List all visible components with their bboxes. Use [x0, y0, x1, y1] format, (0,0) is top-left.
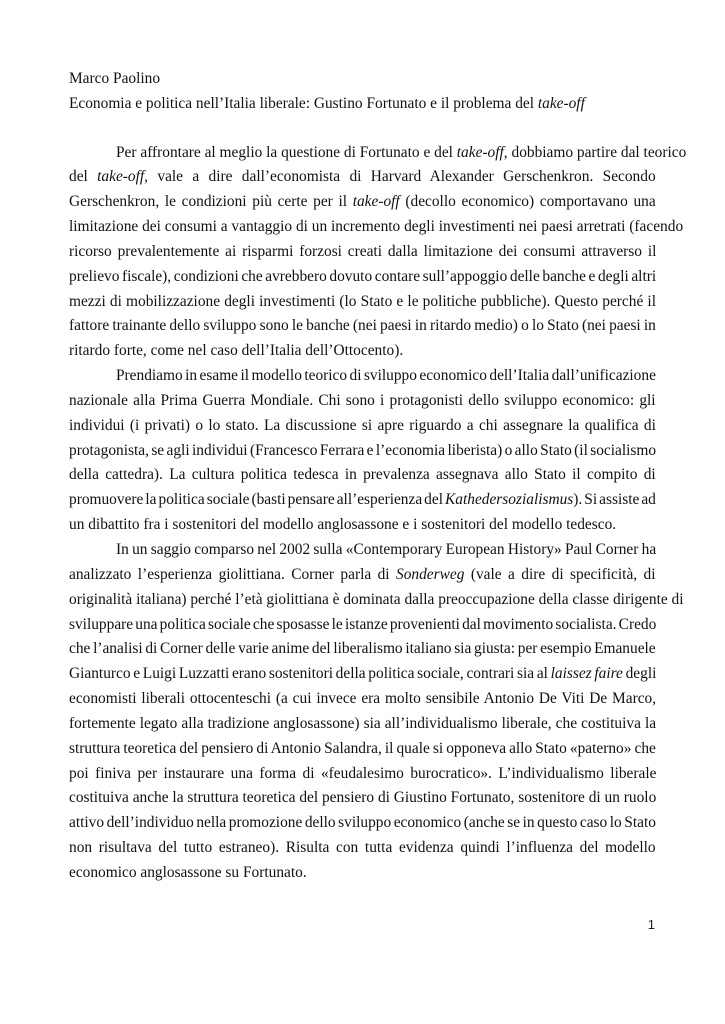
italic-term: Kathedersozialismus: [445, 491, 574, 509]
text-run: fattore trainante dello sviluppo sono le banche (nei paesi in ritardo medio) o lo Stato (nei paesi in: [69, 317, 656, 335]
text-run: struttura teoretica del pensiero di Antonio Salandra, il quale si opponeva allo Stato «paterno» che: [69, 739, 656, 757]
text-run: (decollo economico) comportavano una: [399, 193, 656, 211]
text-run: protagonista, se agli individui (Francesco Ferrara e l’economia liberista) o allo Stato (il socialismo: [69, 441, 657, 459]
paragraph-line: [69, 215, 684, 240]
italic-term: take-off: [456, 143, 504, 161]
text-run: sviluppare una politica sociale che sposasse le istanze provenienti dal movimento socialista. Credo: [69, 615, 657, 633]
paragraph-line: [69, 563, 656, 588]
paragraph-line: [69, 613, 656, 638]
paragraph-line: [69, 712, 656, 737]
paragraph-line: [69, 687, 656, 712]
text-run: originalità italiana) perché l’età giolittiana è dominata dalla preoccupazione della classe dirigente di: [69, 590, 684, 608]
paragraph-line: [69, 811, 656, 836]
author-line: Marco Paolino: [69, 70, 161, 87]
paragraph-line: [69, 538, 656, 563]
paragraph-line: [69, 141, 687, 166]
paragraph-line: [69, 364, 656, 389]
text-run: del: [69, 168, 98, 186]
text-run: limitazione dei consumi a vantaggio di un incremento degli investimenti nei paesi arretrati (facendo: [69, 218, 684, 236]
paragraph-line: [69, 463, 656, 488]
text-run: Per affrontare al meglio la questione di Fortunato e del: [116, 143, 457, 161]
paragraph-line: [69, 389, 656, 414]
paragraph-line: [69, 737, 656, 762]
text-run: ). Si assiste ad: [573, 491, 656, 509]
text-run: , vale a dire dall’economista di Harvard Alexander Gerschenkron. Secondo: [144, 168, 656, 186]
paragraph-line: [69, 290, 656, 315]
paragraph-line: [69, 488, 656, 513]
text-run: degli: [622, 665, 657, 683]
text-run: prelievo fiscale), condizioni che avrebbero dovuto contare sull’appoggio delle banche e degli altri: [69, 267, 657, 285]
paragraph-line: [69, 861, 656, 886]
text-run: Gerschenkron, le condizioni più certe per il: [69, 193, 353, 211]
paragraph-line: [69, 190, 656, 215]
italic-term: laissez faire: [550, 665, 623, 683]
paragraph-line: [69, 588, 684, 613]
page-number: 1: [647, 917, 655, 932]
text-run: ritardo forte, come nel caso dell’Italia dell’Ottocento).: [69, 342, 404, 360]
paragraph-3: [69, 538, 684, 886]
text-run: non risultava del tutto estraneo). Risulta con tutta evidenza quindi l’influenza del modello: [69, 839, 656, 857]
paragraph-line: [69, 414, 656, 439]
paragraph-2: [69, 364, 656, 538]
paragraph-line: [69, 339, 656, 364]
paragraph-line: [69, 662, 656, 687]
text-run: della cattedra). La cultura politica tedesca in prevalenza assegnava allo Stato il compito di: [69, 466, 656, 484]
document-title: [69, 92, 656, 117]
paragraph-line: [69, 314, 656, 339]
italic-term: Sonderweg: [396, 565, 465, 583]
document-title-text: Economia e politica nell’Italia liberale: Gustino Fortunato e il problema del: [69, 94, 538, 112]
paragraph-line: [69, 637, 656, 662]
text-run: che l’analisi di Corner delle varie anime del liberalismo italiano sia giusta: per esempio Emanuele: [69, 640, 656, 658]
text-run: un dibattito fra i sostenitori del modello anglosassone e i sostenitori del modello tedesco.: [69, 516, 617, 534]
text-run: Gianturco e Luigi Luzzatti erano sostenitori della politica sociale, contrari sia al: [69, 665, 551, 683]
paragraph-line: [69, 513, 656, 538]
text-run: ricorso prevalentemente ai risparmi forzosi creati dalla limitazione dei consumi attraverso il: [69, 242, 657, 260]
body-text: [69, 141, 687, 886]
text-run: economico anglosassone su Fortunato.: [69, 863, 307, 881]
text-run: attivo dell’individuo nella promozione dello sviluppo economico (anche se in questo caso lo Stato: [69, 814, 656, 832]
paragraph-line: [69, 165, 656, 190]
document-title-italic: take-off: [537, 94, 585, 112]
text-run: (vale a dire di specificità, di: [464, 565, 656, 583]
paragraph-line: [69, 836, 656, 861]
text-run: nazionale alla Prima Guerra Mondiale. Chi sono i protagonisti dello sviluppo economico: gli: [69, 391, 656, 409]
text-run: mezzi di mobilizzazione degli investimenti (lo Stato e le politiche pubbliche). Questo perché il: [69, 292, 656, 310]
text-run: economisti liberali ottocenteschi (a cui invece era molto sensibile Antonio De Viti De Marco,: [69, 690, 657, 708]
paragraph-line: [69, 786, 656, 811]
text-run: promuovere la politica sociale (basti pensare all’esperienza del: [69, 491, 446, 509]
text-run: analizzato l’esperienza giolittiana. Corner parla di: [69, 565, 396, 583]
paragraph-line: [69, 265, 656, 290]
paragraph-1: [69, 141, 687, 365]
text-run: individui (i privati) o lo stato. La discussione si apre riguardo a chi assegnare la qualifica di: [69, 416, 656, 434]
paragraph-line: [69, 439, 656, 464]
text-run: In un saggio comparso nel 2002 sulla «Contemporary European History» Paul Corner ha: [116, 541, 657, 558]
title-spacer: [69, 116, 656, 141]
text-run: poi finiva per instaurare una forma di «feudalesimo burocratico». L’individualismo liberale: [69, 764, 657, 782]
italic-term: take-off: [352, 193, 400, 211]
text-run: , dobbiamo partire dal teorico: [503, 143, 687, 161]
paragraph-line: [69, 240, 656, 265]
paragraph-line: [69, 762, 656, 787]
text-run: costituiva anche la struttura teoretica del pensiero di Giustino Fortunato, sostenitore di un ruolo: [69, 789, 657, 807]
document-page: [69, 67, 687, 886]
italic-term: take-off: [97, 168, 145, 186]
text-run: fortemente legato alla tradizione anglosassone) sia all’individualismo liberale, che costituiva la: [69, 714, 657, 732]
text-run: Prendiamo in esame il modello teorico di sviluppo economico dell’Italia dall’unificazione: [116, 367, 656, 385]
